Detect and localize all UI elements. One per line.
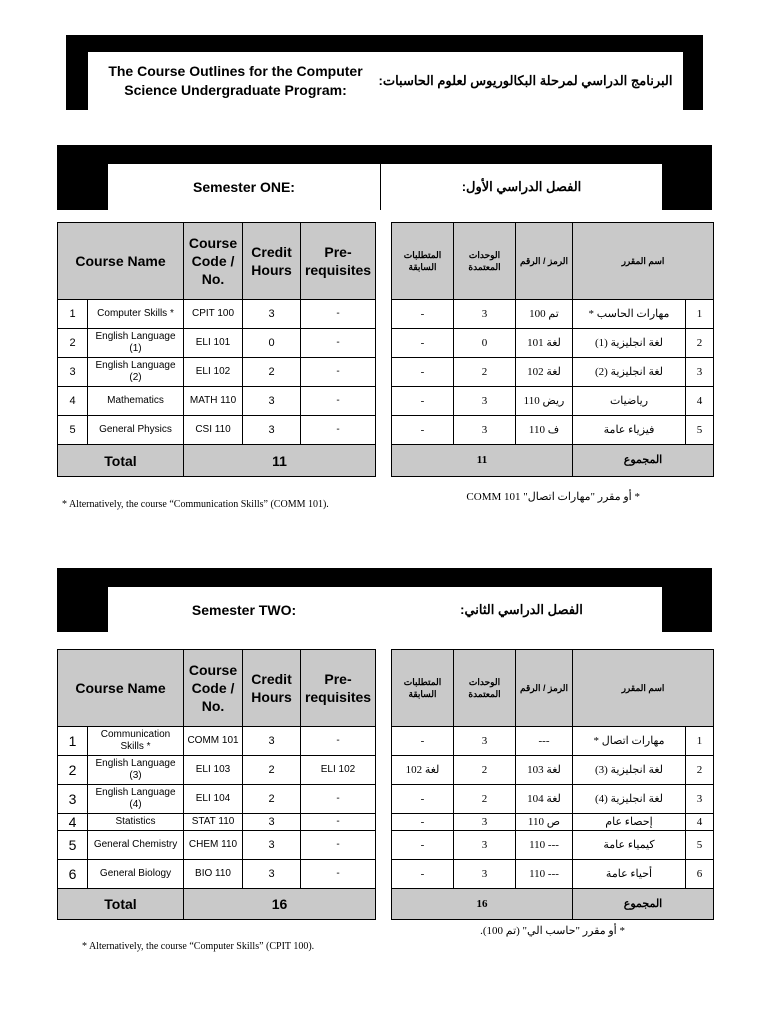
credit-hours: 3 — [454, 860, 516, 889]
course-code: STAT 110 — [184, 814, 243, 831]
table-row — [58, 727, 376, 756]
header-box — [88, 52, 683, 110]
credit-hours: 3 — [454, 727, 516, 756]
credit-hours: 0 — [243, 329, 301, 358]
col-course-code: Course Code / No. — [184, 223, 243, 300]
row-number: 1 — [686, 300, 714, 329]
course-code: MATH 110 — [184, 387, 243, 416]
prerequisite: لغة 102 — [392, 756, 454, 785]
row-number: 3 — [686, 358, 714, 387]
total-value: 16 — [392, 889, 573, 920]
course-code: --- — [516, 727, 573, 756]
total-row — [58, 889, 376, 920]
row-number: 5 — [686, 416, 714, 445]
table-row — [58, 300, 376, 329]
prerequisite: - — [301, 329, 376, 358]
row-number: 2 — [58, 756, 88, 785]
table-row — [392, 329, 714, 358]
course-code: ELI 101 — [184, 329, 243, 358]
row-number: 6 — [58, 860, 88, 889]
table-row — [58, 814, 376, 831]
course-name: لغة انجليزية (2) — [573, 358, 686, 387]
row-number: 1 — [58, 300, 88, 329]
course-name: General Physics — [88, 416, 184, 445]
prerequisite: - — [301, 416, 376, 445]
row-number: 3 — [58, 358, 88, 387]
table-row — [392, 756, 714, 785]
semester1-title-ar: الفصل الدراسي الأول: — [461, 179, 582, 194]
col-course-name: Course Name — [58, 650, 184, 727]
semester2-note-en: * Alternatively, the course “Computer Skills” (CPIT 100). — [82, 941, 315, 952]
col-prerequisites-ar: المتطلبات السابقة — [392, 223, 454, 300]
course-code: ELI 103 — [184, 756, 243, 785]
total-row — [392, 445, 714, 477]
prerequisite: - — [301, 727, 376, 756]
row-number: 4 — [58, 814, 88, 831]
table-row — [392, 300, 714, 329]
table-row — [58, 416, 376, 445]
credit-hours: 3 — [454, 814, 516, 831]
credit-hours: 3 — [243, 727, 301, 756]
row-number: 5 — [58, 416, 88, 445]
course-code: CHEM 110 — [184, 831, 243, 860]
course-name: أحياء عامة — [573, 860, 686, 889]
course-code: ف 110 — [516, 416, 573, 445]
course-code: ص 110 — [516, 814, 573, 831]
col-credit-hours-ar: الوحدات المعتمدة — [454, 223, 516, 300]
prerequisite: ELI 102 — [301, 756, 376, 785]
prerequisite: - — [301, 300, 376, 329]
total-value: 16 — [184, 889, 376, 920]
col-prerequisites-ar: المتطلبات السابقة — [392, 650, 454, 727]
course-code: --- 110 — [516, 831, 573, 860]
semester2-table-ar — [391, 649, 714, 920]
semester2-title-en: Semester TWO: — [191, 601, 297, 618]
course-name: لغة انجليزية (1) — [573, 329, 686, 358]
table-row — [392, 785, 714, 814]
col-credit-hours: Credit Hours — [243, 650, 301, 727]
course-name: كيمياء عامة — [573, 831, 686, 860]
col-prerequisites: Pre-requisites — [301, 223, 376, 300]
table-row — [392, 814, 714, 831]
row-number: 5 — [58, 831, 88, 860]
col-course-code-ar: الرمز / الرقم — [516, 223, 573, 300]
col-credit-hours-ar: الوحدات المعتمدة — [454, 650, 516, 727]
prerequisite: - — [392, 416, 454, 445]
credit-hours: 3 — [454, 387, 516, 416]
row-number: 4 — [686, 814, 714, 831]
course-name: لغة انجليزية (3) — [573, 756, 686, 785]
total-row — [392, 889, 714, 920]
course-name: مهارات اتصال * — [573, 727, 686, 756]
course-name: لغة انجليزية (4) — [573, 785, 686, 814]
credit-hours: 2 — [243, 756, 301, 785]
col-credit-hours: Credit Hours — [243, 223, 301, 300]
course-code: --- 110 — [516, 860, 573, 889]
prerequisite: - — [392, 300, 454, 329]
course-name: رياضيات — [573, 387, 686, 416]
credit-hours: 3 — [243, 416, 301, 445]
semester2-title-box — [108, 587, 662, 632]
col-course-name-ar: اسم المقرر — [573, 223, 714, 300]
table-row — [58, 329, 376, 358]
table-row — [58, 785, 376, 814]
prerequisite: - — [392, 831, 454, 860]
course-name: فيزياء عامة — [573, 416, 686, 445]
course-code: ELI 104 — [184, 785, 243, 814]
course-name: General Chemistry — [88, 831, 184, 860]
credit-hours: 3 — [243, 831, 301, 860]
page-title-ar: البرنامج الدراسي لمرحلة البكالوريوس لعلوم الحاسبات: — [378, 73, 673, 88]
credit-hours: 3 — [454, 831, 516, 860]
col-course-code: Course Code / No. — [184, 650, 243, 727]
row-number: 6 — [686, 860, 714, 889]
row-number: 1 — [686, 727, 714, 756]
prerequisite: - — [301, 387, 376, 416]
credit-hours: 2 — [243, 785, 301, 814]
prerequisite: - — [392, 358, 454, 387]
course-name: English Language (2) — [88, 358, 184, 387]
prerequisite: - — [301, 860, 376, 889]
course-name: English Language (4) — [88, 785, 184, 814]
course-code: لغة 102 — [516, 358, 573, 387]
row-number: 3 — [686, 785, 714, 814]
course-code: لغة 104 — [516, 785, 573, 814]
total-label: المجموع — [573, 889, 714, 920]
course-code: ELI 102 — [184, 358, 243, 387]
total-label: المجموع — [573, 445, 714, 477]
prerequisite: - — [392, 329, 454, 358]
credit-hours: 3 — [454, 300, 516, 329]
course-code: BIO 110 — [184, 860, 243, 889]
course-code: ريض 110 — [516, 387, 573, 416]
course-name: Communication Skills * — [88, 727, 184, 756]
prerequisite: - — [392, 387, 454, 416]
prerequisite: - — [301, 785, 376, 814]
course-code: تم 100 — [516, 300, 573, 329]
prerequisite: - — [392, 727, 454, 756]
credit-hours: 2 — [454, 358, 516, 387]
semester2-title-ar: الفصل الدراسي الثاني: — [460, 601, 583, 617]
course-name: English Language (3) — [88, 756, 184, 785]
table-row — [392, 860, 714, 889]
course-name: English Language (1) — [88, 329, 184, 358]
credit-hours: 3 — [243, 860, 301, 889]
total-row — [58, 445, 376, 477]
row-number: 2 — [686, 329, 714, 358]
semester1-note-ar: * أو مقرر "مهارات اتصال" COMM 101 — [466, 491, 640, 503]
row-number: 4 — [58, 387, 88, 416]
prerequisite: - — [301, 831, 376, 860]
semester1-note-en: * Alternatively, the course “Communication Skills” (COMM 101). — [62, 499, 329, 510]
semester1-title-box — [108, 164, 662, 210]
credit-hours: 2 — [454, 785, 516, 814]
course-name: Statistics — [88, 814, 184, 831]
prerequisite: - — [301, 358, 376, 387]
credit-hours: 2 — [454, 756, 516, 785]
course-code: COMM 101 — [184, 727, 243, 756]
table-row — [392, 358, 714, 387]
credit-hours: 3 — [243, 814, 301, 831]
row-number: 3 — [58, 785, 88, 814]
course-name: General Biology — [88, 860, 184, 889]
col-course-code-ar: الرمز / الرقم — [516, 650, 573, 727]
table-row — [58, 860, 376, 889]
course-name: إحصاء عام — [573, 814, 686, 831]
course-name: Computer Skills * — [88, 300, 184, 329]
credit-hours: 3 — [243, 300, 301, 329]
col-course-name: Course Name — [58, 223, 184, 300]
course-code: CSI 110 — [184, 416, 243, 445]
semester2-note-ar: * أو مقرر "حاسب الي" (تم 100). — [480, 925, 625, 937]
total-value: 11 — [392, 445, 573, 477]
table-row — [58, 831, 376, 860]
col-prerequisites: Pre-requisites — [301, 650, 376, 727]
course-code: لغة 103 — [516, 756, 573, 785]
table-row — [392, 387, 714, 416]
course-name: Mathematics — [88, 387, 184, 416]
prerequisite: - — [392, 814, 454, 831]
course-code: CPIT 100 — [184, 300, 243, 329]
total-label: Total — [58, 889, 184, 920]
credit-hours: 0 — [454, 329, 516, 358]
table-row — [58, 358, 376, 387]
row-number: 2 — [686, 756, 714, 785]
prerequisite: - — [392, 785, 454, 814]
course-code: لغة 101 — [516, 329, 573, 358]
semester1-table-en — [57, 222, 376, 477]
table-row — [58, 756, 376, 785]
table-row — [392, 727, 714, 756]
row-number: 1 — [58, 727, 88, 756]
credit-hours: 2 — [243, 358, 301, 387]
course-name: مهارات الحاسب * — [573, 300, 686, 329]
prerequisite: - — [301, 814, 376, 831]
row-number: 2 — [58, 329, 88, 358]
prerequisite: - — [392, 860, 454, 889]
row-number: 5 — [686, 831, 714, 860]
row-number: 4 — [686, 387, 714, 416]
semester1-title-en: Semester ONE: — [193, 179, 295, 195]
credit-hours: 3 — [454, 416, 516, 445]
table-row — [392, 831, 714, 860]
table-row — [58, 387, 376, 416]
semester1-table-ar — [391, 222, 714, 477]
col-course-name-ar: اسم المقرر — [573, 650, 714, 727]
table-row — [392, 416, 714, 445]
semester2-table-en — [57, 649, 376, 920]
credit-hours: 3 — [243, 387, 301, 416]
total-value: 11 — [184, 445, 376, 477]
page-title-en: The Course Outlines for the Computer Science Undergraduate Program: — [108, 63, 363, 98]
total-label: Total — [58, 445, 184, 477]
